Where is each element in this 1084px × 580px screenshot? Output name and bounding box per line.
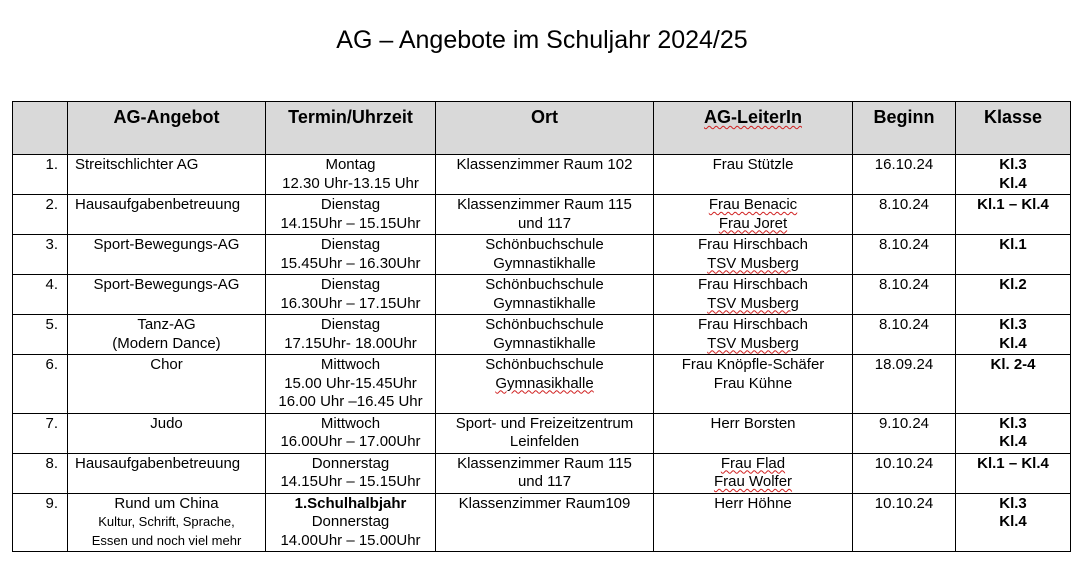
cell-beginn: 8.10.24 xyxy=(853,315,956,355)
cell-num: 2. xyxy=(13,195,68,235)
cell-leiter xyxy=(654,315,853,355)
termin-line: Donnerstag xyxy=(311,454,390,472)
angebot-line: Judo xyxy=(150,414,183,432)
cell-num: 9. xyxy=(13,493,68,552)
termin-line: 15.00 Uhr-15.45Uhr xyxy=(284,374,417,392)
cell-ort xyxy=(436,275,654,315)
klasse-line: Kl.1 – Kl.4 xyxy=(977,196,1049,213)
cell-num: 6. xyxy=(13,355,68,414)
leiter-line: Frau Hirschbach xyxy=(697,316,809,333)
cell-angebot xyxy=(68,155,266,195)
ort-line: und 117 xyxy=(517,214,572,232)
cell-beginn: 10.10.24 xyxy=(853,453,956,493)
angebot-line: Hausaufgabenbetreuung xyxy=(75,454,241,472)
cell-beginn: 8.10.24 xyxy=(853,275,956,315)
ort-line: Klassenzimmer Raum 102 xyxy=(456,156,633,173)
table-row xyxy=(13,155,1071,195)
header-num xyxy=(13,102,68,155)
termin-line: 1.Schulhalbjahr xyxy=(294,494,407,512)
ort-line: Sport- und Freizeitzentrum xyxy=(455,414,634,432)
cell-leiter xyxy=(654,235,853,275)
cell-klasse xyxy=(956,155,1071,195)
cell-num: 4. xyxy=(13,275,68,315)
ort-line: Schönbuchschule xyxy=(485,316,604,333)
cell-beginn: 8.10.24 xyxy=(853,235,956,275)
leiter-text: Frau Flad xyxy=(720,454,786,472)
termin-line: Dienstag xyxy=(320,316,381,333)
ort-line: Schönbuchschule xyxy=(485,356,604,373)
cell-ort xyxy=(436,195,654,235)
ort-line: Schönbuchschule xyxy=(485,236,604,253)
header-angebot: AG-Angebot xyxy=(68,102,266,155)
leiter-line: Herr Borsten xyxy=(710,414,796,432)
termin-line: Mittwoch xyxy=(320,414,381,432)
table-row xyxy=(13,493,1071,552)
ort-line: Klassenzimmer Raum 115 xyxy=(457,454,632,472)
cell-ort xyxy=(436,315,654,355)
termin-line: 14.00Uhr – 15.00Uhr xyxy=(280,531,421,549)
table-row xyxy=(13,453,1071,493)
termin-line: Dienstag xyxy=(320,236,381,253)
leiter-line xyxy=(658,473,848,492)
cell-num: 8. xyxy=(13,453,68,493)
leiter-text: TSV Musberg xyxy=(707,254,799,272)
klasse-line: Kl.1 – Kl.4 xyxy=(977,454,1049,472)
leiter-line: Frau Hirschbach xyxy=(697,276,809,293)
cell-leiter xyxy=(654,355,853,414)
cell-leiter xyxy=(654,453,853,493)
cell-termin xyxy=(266,275,436,315)
cell-termin xyxy=(266,453,436,493)
termin-line: 14.15Uhr – 15.15Uhr xyxy=(280,214,421,232)
termin-line: Dienstag xyxy=(320,196,381,213)
cell-ort xyxy=(436,453,654,493)
termin-line: Montag xyxy=(325,156,376,173)
ort-line: Klassenzimmer Raum109 xyxy=(458,494,631,512)
angebot-line: (Modern Dance) xyxy=(112,334,221,352)
leiter-line xyxy=(658,215,848,234)
angebot-line: Essen und noch viel mehr xyxy=(91,532,242,548)
angebot-line: Kultur, Schrift, Sprache, xyxy=(98,514,235,529)
klasse-line: Kl.2 xyxy=(999,276,1027,293)
cell-klasse xyxy=(956,453,1071,493)
cell-klasse xyxy=(956,355,1071,414)
cell-num: 3. xyxy=(13,235,68,275)
ort-line: Klassenzimmer Raum 115 xyxy=(457,196,632,213)
cell-num: 7. xyxy=(13,413,68,453)
cell-ort xyxy=(436,155,654,195)
cell-leiter xyxy=(654,493,853,552)
cell-angebot xyxy=(68,493,266,552)
klasse-line: Kl.4 xyxy=(999,433,1027,450)
leiter-line: Frau Kühne xyxy=(713,374,793,392)
klasse-line: Kl.4 xyxy=(999,174,1027,192)
cell-angebot xyxy=(68,315,266,355)
header-ort: Ort xyxy=(436,102,654,155)
ort-line: und 117 xyxy=(517,473,572,490)
termin-line: 16.00Uhr – 17.00Uhr xyxy=(280,433,421,450)
cell-leiter xyxy=(654,275,853,315)
leiter-line xyxy=(658,255,848,274)
cell-termin xyxy=(266,235,436,275)
cell-beginn: 18.09.24 xyxy=(853,355,956,414)
termin-line: 17.15Uhr- 18.00Uhr xyxy=(284,334,417,352)
cell-termin xyxy=(266,413,436,453)
termin-line: 12.30 Uhr-13.15 Uhr xyxy=(282,174,419,192)
cell-termin xyxy=(266,195,436,235)
cell-termin xyxy=(266,355,436,414)
header-row xyxy=(13,102,1071,155)
leiter-text: TSV Musberg xyxy=(707,294,799,312)
cell-leiter xyxy=(654,413,853,453)
klasse-line: Kl.4 xyxy=(999,513,1027,530)
cell-angebot xyxy=(68,235,266,275)
cell-beginn: 8.10.24 xyxy=(853,195,956,235)
leiter-line: Herr Höhne xyxy=(714,494,792,512)
cell-leiter xyxy=(654,155,853,195)
leiter-line xyxy=(658,295,848,314)
angebot-line: Hausaufgabenbetreuung xyxy=(75,196,241,213)
cell-termin xyxy=(266,315,436,355)
klasse-line: Kl. 2-4 xyxy=(990,356,1036,373)
angebot-line: Tanz-AG xyxy=(137,316,196,333)
klasse-line: Kl.3 xyxy=(999,156,1027,173)
cell-termin xyxy=(266,155,436,195)
leiter-line: Frau Knöpfle-Schäfer xyxy=(681,356,825,373)
cell-termin xyxy=(266,493,436,552)
leiter-line: Frau Stützle xyxy=(712,156,794,173)
cell-num: 5. xyxy=(13,315,68,355)
cell-ort xyxy=(436,493,654,552)
ort-line: Leinfelden xyxy=(509,433,580,450)
cell-beginn: 9.10.24 xyxy=(853,413,956,453)
termin-line: 16.30Uhr – 17.15Uhr xyxy=(280,294,421,312)
klasse-line: Kl.1 xyxy=(999,236,1027,253)
termin-line: 16.00 Uhr –16.45 Uhr xyxy=(278,393,423,410)
leiter-line xyxy=(658,455,848,474)
ag-table xyxy=(12,101,1071,552)
ort-line: Gymnastikhalle xyxy=(493,294,596,312)
table-row xyxy=(13,315,1071,355)
angebot-line: Sport-Bewegungs-AG xyxy=(93,236,240,253)
leiter-text: TSV Musberg xyxy=(707,334,799,352)
klasse-line: Kl.3 xyxy=(999,316,1027,333)
table-row xyxy=(13,355,1071,414)
leiter-line: Frau Hirschbach xyxy=(697,236,809,253)
cell-angebot xyxy=(68,453,266,493)
angebot-line: Streitschlichter AG xyxy=(75,156,199,173)
cell-beginn: 16.10.24 xyxy=(853,155,956,195)
table-row xyxy=(13,275,1071,315)
cell-klasse xyxy=(956,195,1071,235)
ort-line xyxy=(440,375,649,394)
cell-klasse xyxy=(956,413,1071,453)
cell-angebot xyxy=(68,275,266,315)
ort-line: Gymnastikhalle xyxy=(493,334,596,352)
cell-ort xyxy=(436,235,654,275)
cell-klasse xyxy=(956,493,1071,552)
cell-leiter xyxy=(654,195,853,235)
header-termin: Termin/Uhrzeit xyxy=(266,102,436,155)
ort-text: Gymnasikhalle xyxy=(495,374,594,392)
termin-line: Dienstag xyxy=(320,276,381,293)
angebot-line: Chor xyxy=(150,356,183,373)
cell-beginn: 10.10.24 xyxy=(853,493,956,552)
header-beginn: Beginn xyxy=(853,102,956,155)
termin-line: 14.15Uhr – 15.15Uhr xyxy=(280,473,421,490)
ort-line: Schönbuchschule xyxy=(485,276,604,293)
cell-ort xyxy=(436,413,654,453)
termin-line: Mittwoch xyxy=(320,356,381,373)
leiter-text: Frau Joret xyxy=(718,214,788,232)
leiter-text: Frau Benacic xyxy=(708,196,798,213)
cell-num: 1. xyxy=(13,155,68,195)
termin-line: Donnerstag xyxy=(311,513,390,530)
cell-ort xyxy=(436,355,654,414)
cell-klasse xyxy=(956,235,1071,275)
klasse-line: Kl.3 xyxy=(999,494,1027,512)
cell-angebot xyxy=(68,195,266,235)
table-row xyxy=(13,413,1071,453)
header-leiter xyxy=(654,102,853,155)
ort-line: Gymnastikhalle xyxy=(493,254,596,272)
page-title: AG – Angebote im Schuljahr 2024/25 xyxy=(336,26,748,54)
angebot-line: Rund um China xyxy=(114,494,219,512)
cell-angebot xyxy=(68,355,266,414)
cell-klasse xyxy=(956,275,1071,315)
cell-klasse xyxy=(956,315,1071,355)
leiter-line xyxy=(658,335,848,354)
termin-line: 15.45Uhr – 16.30Uhr xyxy=(280,254,421,272)
table-row xyxy=(13,235,1071,275)
cell-angebot xyxy=(68,413,266,453)
header-klasse: Klasse xyxy=(956,102,1071,155)
klasse-line: Kl.4 xyxy=(999,334,1027,352)
leiter-line xyxy=(658,196,848,215)
leiter-text: Frau Wolfer xyxy=(713,473,793,490)
table-row xyxy=(13,195,1071,235)
header-leiter-text: AG-LeiterIn xyxy=(703,107,802,127)
klasse-line: Kl.3 xyxy=(999,414,1027,432)
angebot-line: Sport-Bewegungs-AG xyxy=(93,276,240,293)
